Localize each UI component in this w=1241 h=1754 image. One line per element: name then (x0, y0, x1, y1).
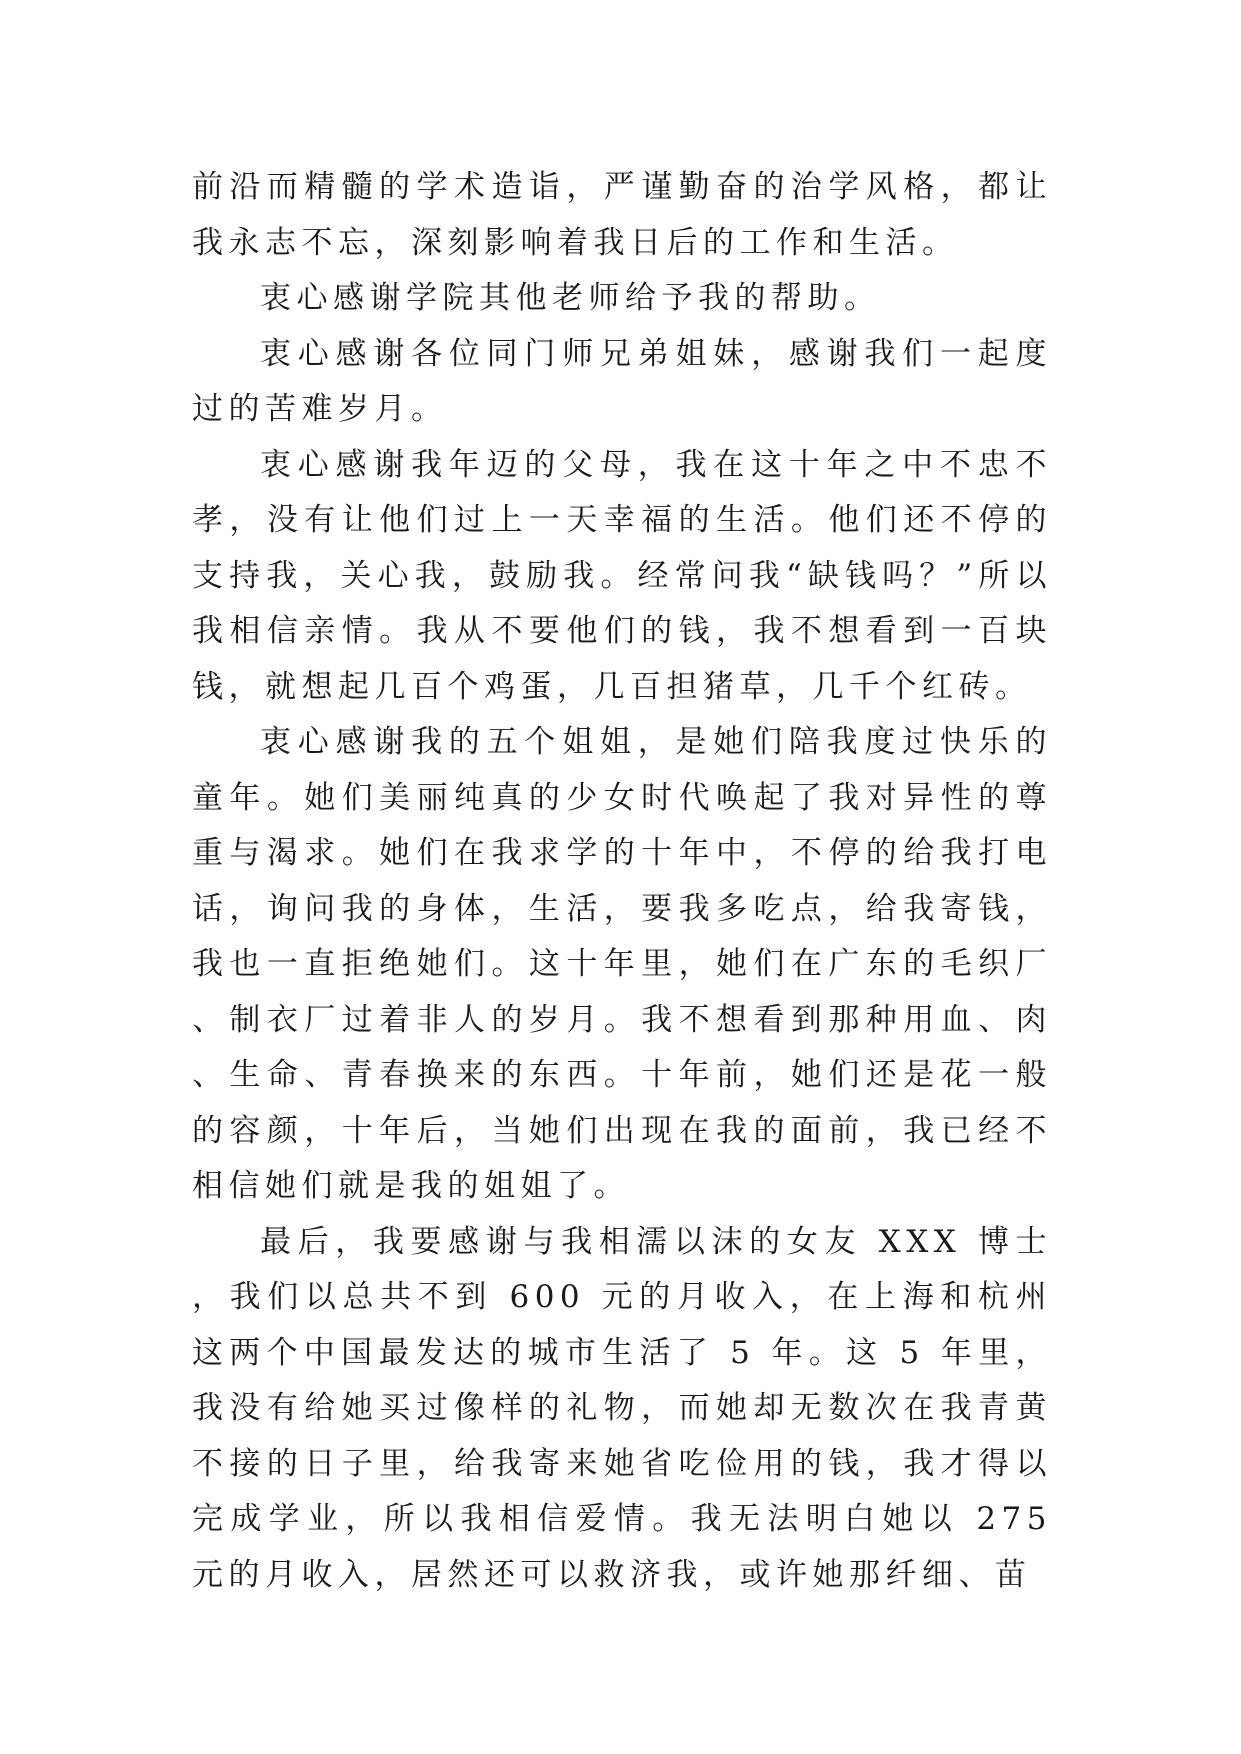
paragraph-5: 衷心感谢我的五个姐姐，是她们陪我度过快乐的童年。她们美丽纯真的少女时代唤起了我对异性的尊重与渴求。她们在我求学的十年中，不停的给我打电话，询问我的身体，生活，要我多吃点，给我寄钱，我也一直拒绝她们。这十年里，她们在广东的毛织厂、制衣厂过着非人的岁月。我不想看到那种用血、肉、生命、青春换来的东西。十年前，她们还是花一般的容颜，十年后，当她们出现在我的面前，我已经不相信她们就是我的姐姐了。 (192, 724, 1052, 1204)
paragraph-1: 前沿而精髓的学术造诣，严谨勤奋的治学风格，都让我永志不忘，深刻影响着我日后的工作和生活。 (192, 169, 1052, 261)
document-body (192, 160, 1052, 1603)
paragraph-3: 衷心感谢各位同门师兄弟姐妹，感谢我们一起度过的苦难岁月。 (192, 335, 1052, 427)
paragraph-2: 衷心感谢学院其他老师给予我的帮助。 (260, 280, 881, 316)
paragraph-4: 衷心感谢我年迈的父母，我在这十年之中不忠不孝，没有让他们过上一天幸福的生活。他们还不停的支持我，关心我，鼓励我。经常问我“缺钱吗？”所以我相信亲情。我从不要他们的钱，我不想看到一百块钱，就想起几百个鸡蛋，几百担猪草，几千个红砖。 (192, 446, 1052, 705)
paragraph-6: 最后，我要感谢与我相濡以沫的女友 XXX 博士，我们以总共不到 600 元的月收入，在上海和杭州这两个中国最发达的城市生活了 5 年。这 5 年里，我没有给她买过像样的礼物，而她却无数次在我青黄不接的日子里，给我寄来她省吃俭用的钱，我才得以完成学业，所以我相信爱情。我无法明白她以 275 元的月收入，居然还可以救济我，或许她那纤细、苗 (192, 1223, 1052, 1593)
